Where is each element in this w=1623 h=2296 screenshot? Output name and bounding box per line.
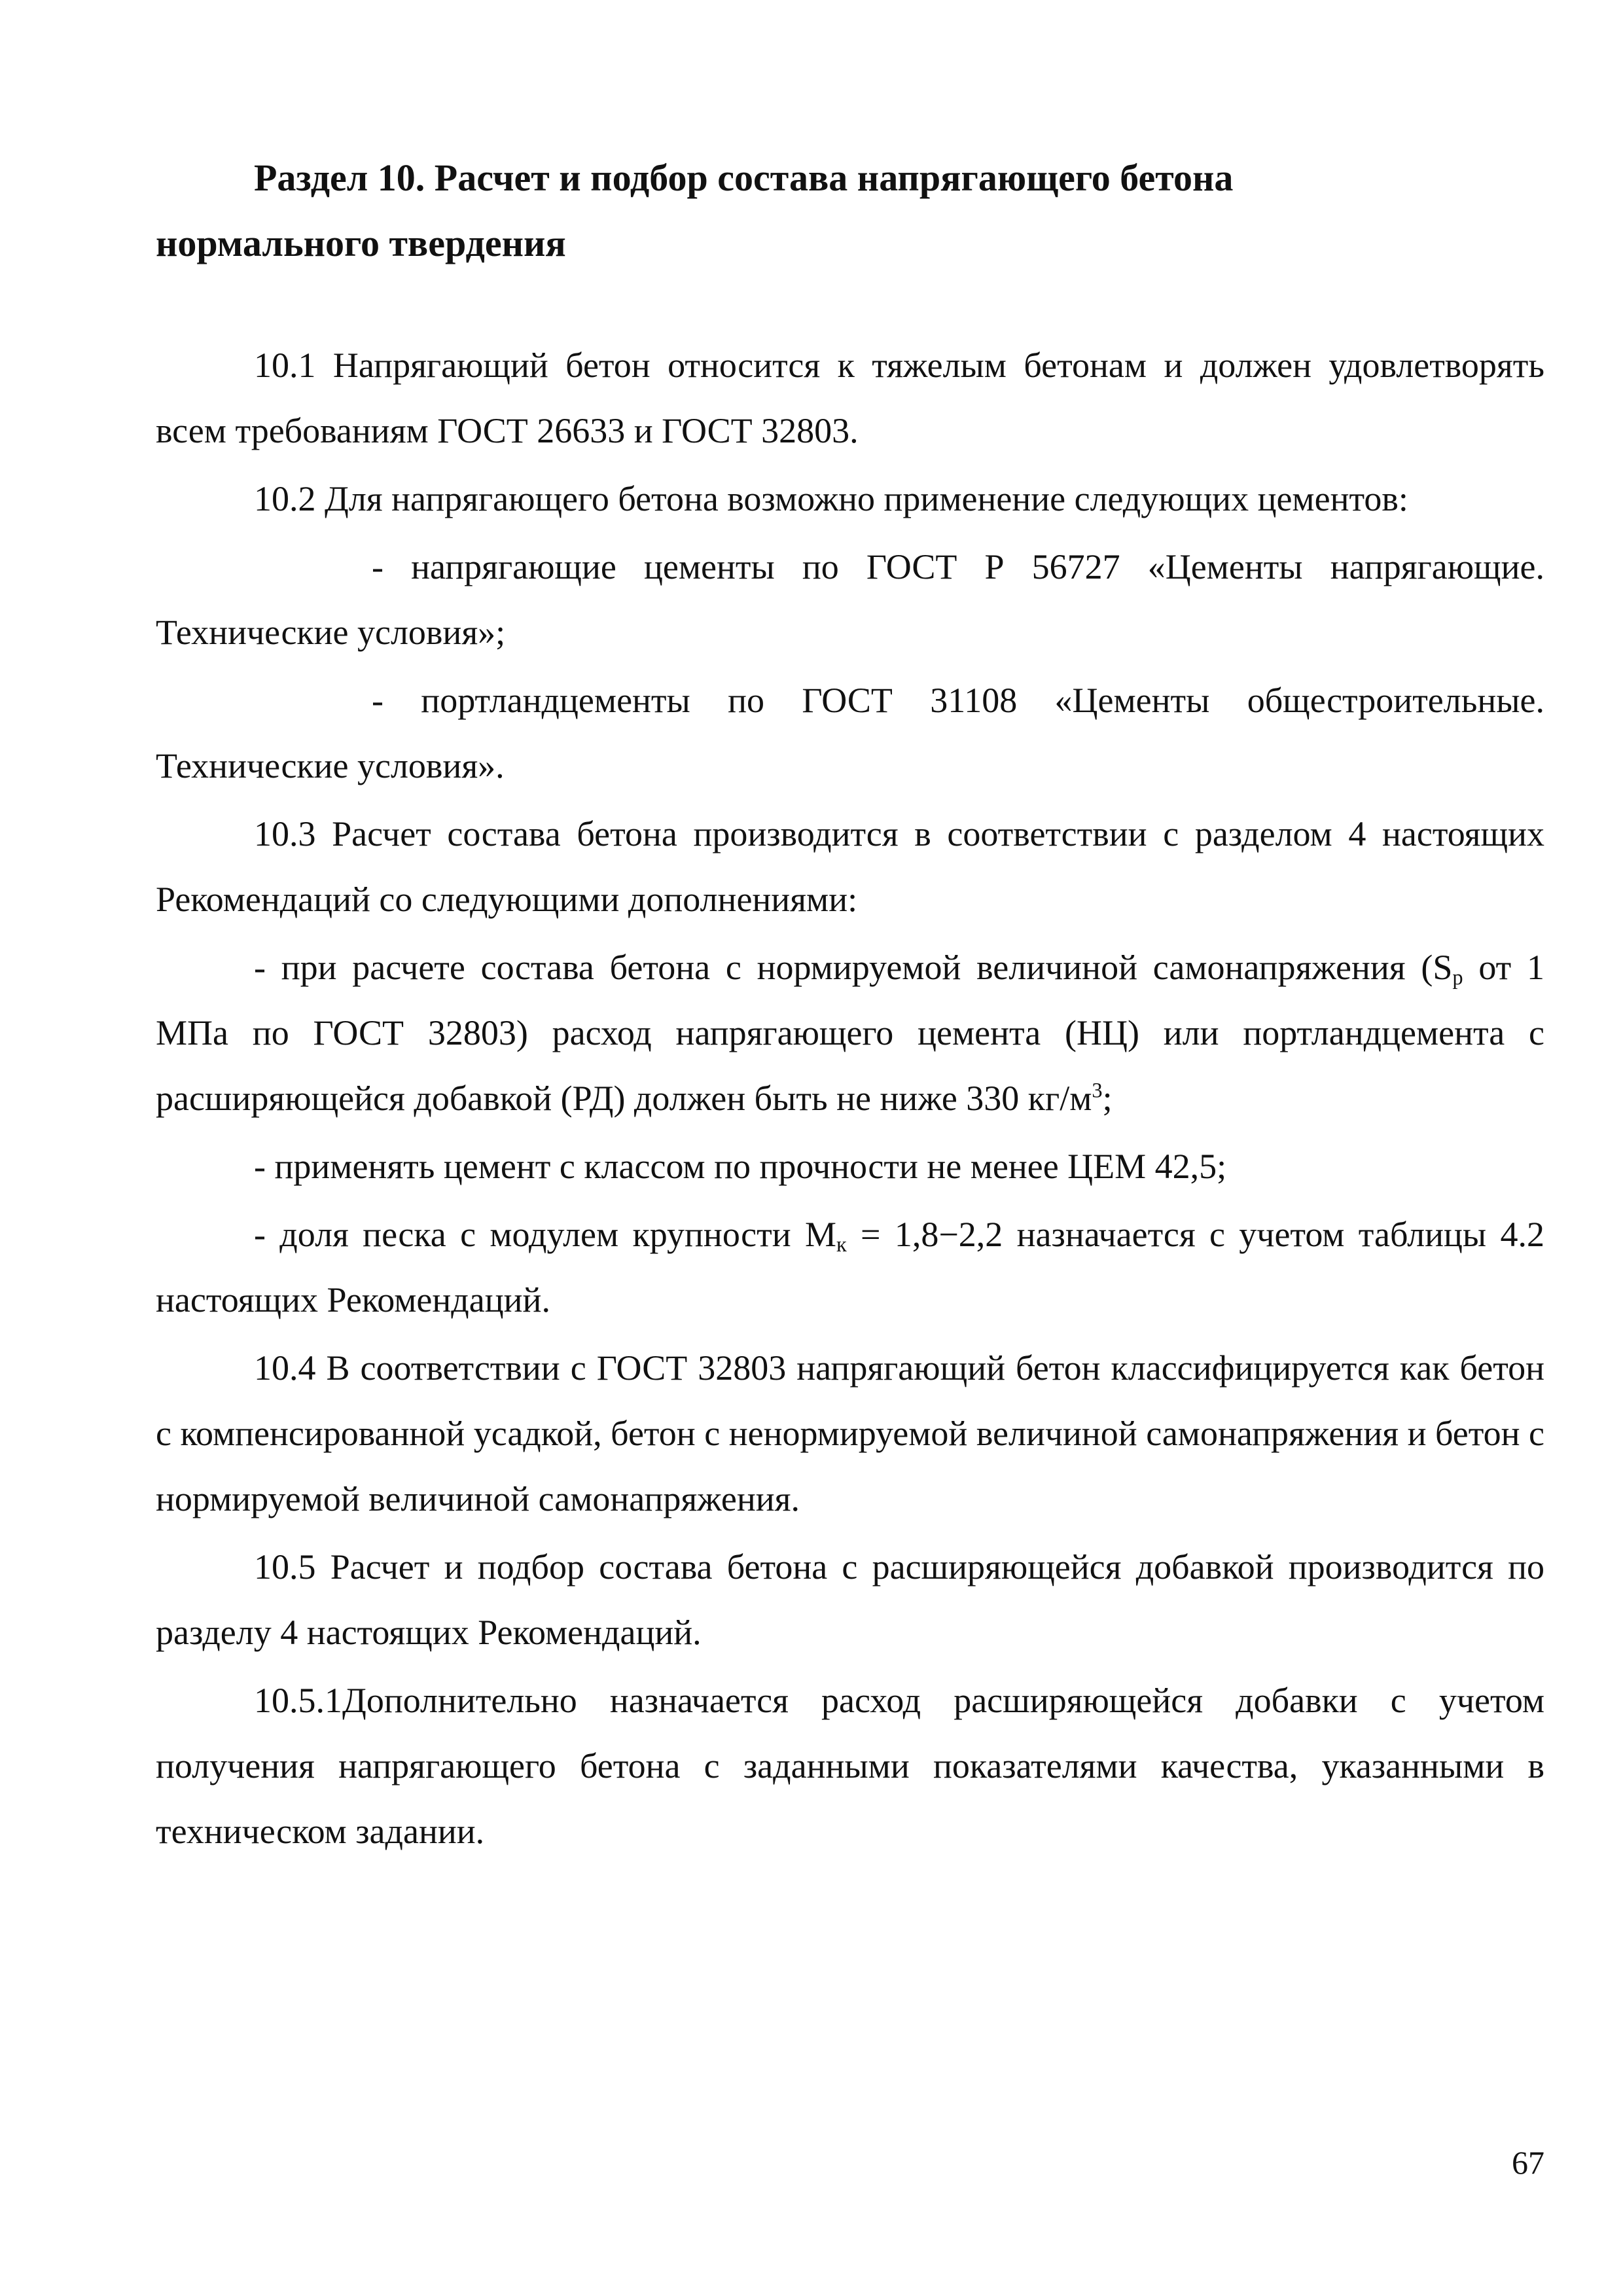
list-item-sand-fraction: [156, 1202, 1544, 1333]
paragraph-10-4: 10.4 В соответствии с ГОСТ 32803 напрягающий бетон классифицируется как бетон с компенсированной усадкой, бетон с ненормируемой величиной самонапряжения и бетон с нормируемой величиной самонапряжения.: [156, 1348, 1544, 1518]
list-item-self-stress: [156, 935, 1544, 1131]
page-number: 67: [1512, 2144, 1544, 2181]
self-stress-text-end: ;: [1102, 1079, 1113, 1118]
paragraph-10-3: 10.3 Расчет состава бетона производится в соответствии с разделом 4 настоящих Рекомендаций со следующими дополнениями:: [156, 814, 1544, 919]
list-item-cement-portland: - портландцементы по ГОСТ 31108 «Цементы общестроительные. Технические условия».: [156, 681, 1544, 785]
list-item-cement-class: - применять цемент с классом по прочности не менее ЦЕМ 42,5;: [254, 1147, 1227, 1186]
paragraph-10-5: 10.5 Расчет и подбор состава бетона с расширяющейся добавкой производится по разделу 4 настоящих Рекомендаций.: [156, 1547, 1544, 1652]
sand-text-end: = 1,8−2,2 назначается с учетом таблицы 4.2 настоящих Рекомендаций.: [156, 1215, 1544, 1319]
subscript-p: p: [1452, 966, 1463, 990]
self-stress-text-start: - при расчете состава бетона с нормируемой величиной самонапряжения (S: [254, 948, 1453, 987]
paragraph-10-5-1: 10.5.1Дополнительно назначается расход расширяющейся добавки с учетом получения напрягающего бетона с заданными показателями качества, указанными в техническом задании.: [156, 1681, 1544, 1851]
list-item-cement-stressing: - напрягающие цементы по ГОСТ Р 56727 «Цементы напрягающие. Технические условия»;: [156, 547, 1544, 652]
page-content: [156, 145, 1544, 1867]
self-stress-text-middle: от 1 МПа по ГОСТ 32803) расход напрягающего цемента (НЦ) или портландцемента с расширяющейся добавкой (РД) должен быть не ниже 330 кг/м: [156, 948, 1544, 1118]
paragraph-10-2: 10.2 Для напрягающего бетона возможно применение следующих цементов:: [254, 479, 1408, 518]
section-heading-line2: нормального твердения: [156, 222, 566, 264]
superscript-3: 3: [1092, 1079, 1103, 1103]
section-heading-line1: Раздел 10. Расчет и подбор состава напрягающего бетона: [254, 156, 1234, 199]
subscript-k: к: [836, 1233, 847, 1257]
section-heading: [156, 145, 1544, 276]
paragraph-10-1: 10.1 Напрягающий бетон относится к тяжелым бетонам и должен удовлетворять всем требованиям ГОСТ 26633 и ГОСТ 32803.: [156, 346, 1544, 450]
sand-text-start: - доля песка с модулем крупности М: [254, 1215, 836, 1254]
